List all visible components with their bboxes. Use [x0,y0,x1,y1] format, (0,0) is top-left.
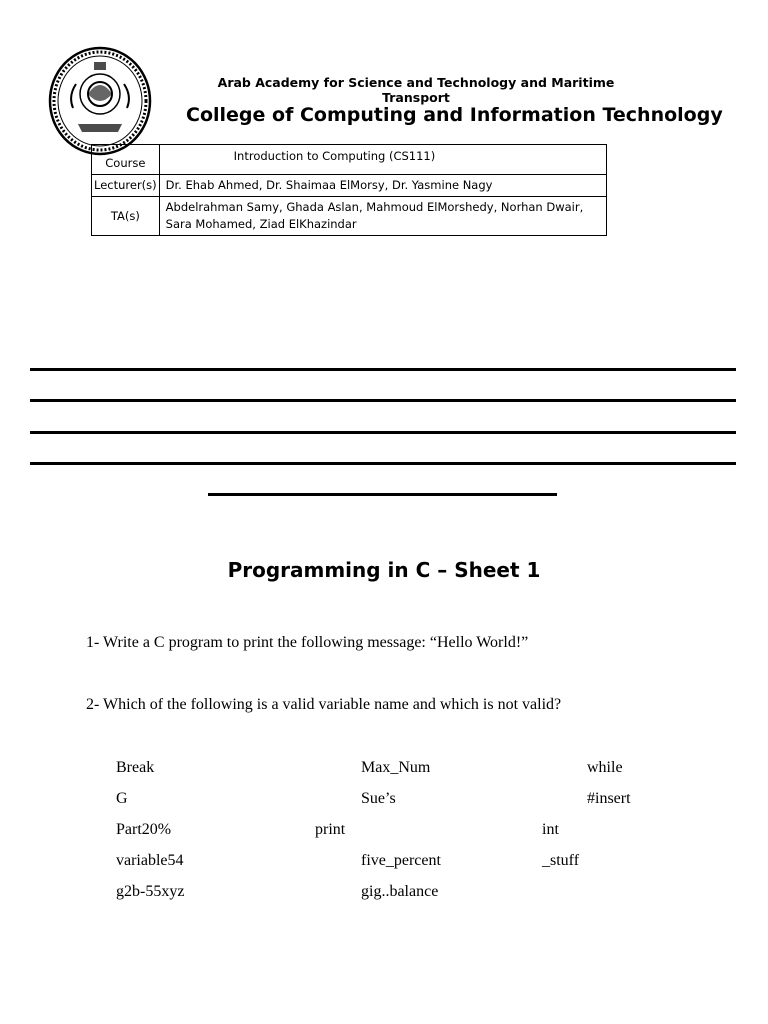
ta-label: TA(s) [92,197,160,236]
course-value: Introduction to Computing (CS111) [159,145,606,175]
course-info-table [91,144,607,236]
university-seal-logo [48,46,153,156]
variable-g2b-55xyz: g2b-55xyz [116,883,185,900]
variable-max-num: Max_Num [361,759,431,776]
lecturer-value: Dr. Ehab Ahmed, Dr. Shaimaa ElMorsy, Dr. Yasmine Nagy [159,175,606,197]
variable-g: G [116,790,128,807]
question-2: 2- Which of the following is a valid variable name and which is not valid? [86,696,562,713]
variable-sues: Sue’s [361,790,396,807]
variable-variable54: variable54 [116,852,184,869]
college-name: College of Computing and Information Technology [186,104,723,126]
ta-value-line2: Sara Mohamed, Ziad ElKhazindar [165,217,357,231]
divider-line-1 [30,368,736,371]
divider-line-3 [30,431,736,434]
university-name: Arab Academy for Science and Technology and Maritime Transport [217,75,615,105]
variable-part20: Part20% [116,821,172,838]
ta-value-line1: Abdelrahman Samy, Ghada Aslan, Mahmoud ElMorshedy, Norhan Dwair, [165,200,584,214]
course-label: Course [92,145,160,175]
variable-int: int [542,821,559,838]
variable-while: while [587,759,623,776]
lecturer-label: Lecturer(s) [92,175,160,197]
variable-gig-balance: gig..balance [361,883,439,900]
divider-line-2 [30,399,736,402]
variable-print: print [315,821,346,838]
sheet-title: Programming in C – Sheet 1 [227,558,541,582]
variable-stuff: _stuff [542,852,580,869]
lecturer-row [92,175,607,197]
ta-value [159,197,606,236]
divider-line-short [208,493,557,496]
course-row [92,145,607,175]
variable-insert: #insert [587,790,631,807]
variable-break: Break [116,759,155,776]
ta-row [92,197,607,236]
divider-line-4 [30,462,736,465]
variable-five-percent: five_percent [361,852,441,869]
question-1: 1- Write a C program to print the following message: “Hello World!” [86,634,529,651]
